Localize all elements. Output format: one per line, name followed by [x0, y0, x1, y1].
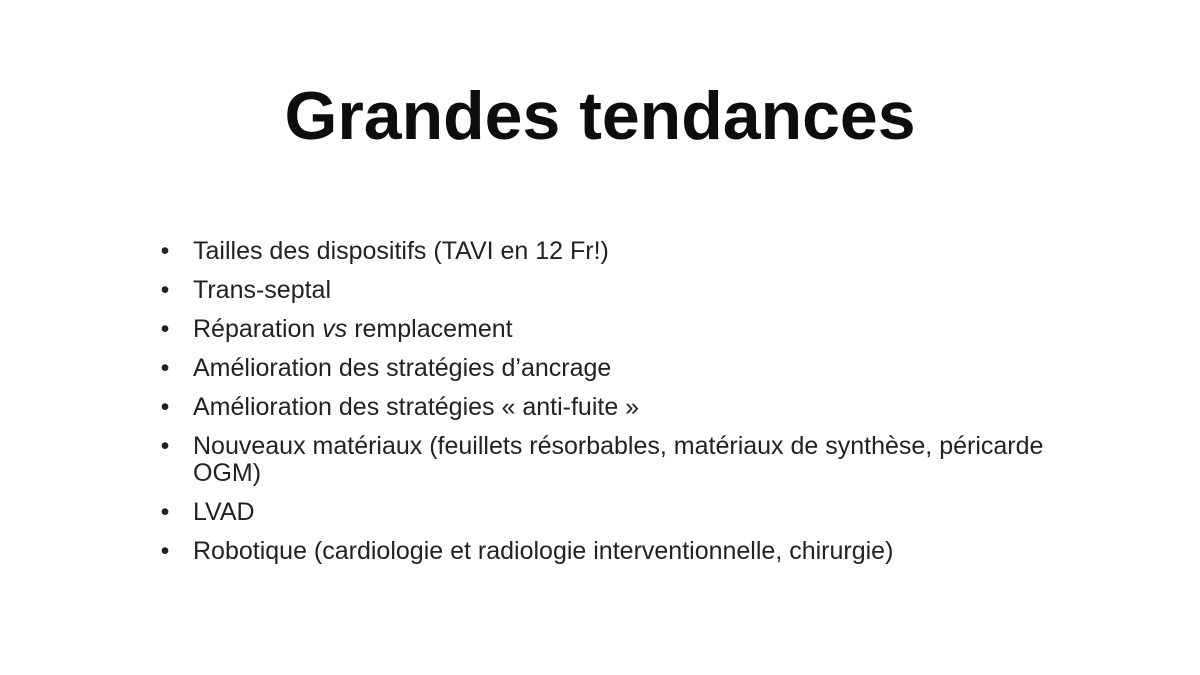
bullet-text: Trans-septal	[193, 276, 332, 304]
bullet-text-after: remplacement	[347, 315, 513, 343]
bullet-icon: •	[160, 537, 170, 565]
bullet-item-trans-septal	[158, 277, 1058, 304]
bullet-item-repair-vs-replacement	[158, 316, 1058, 343]
bullet-text: Amélioration des stratégies « anti-fuite »	[193, 393, 640, 421]
bullet-list	[158, 238, 1058, 577]
bullet-item-lvad	[158, 499, 1058, 526]
bullet-item-anchoring	[158, 355, 1058, 382]
bullet-icon: •	[160, 498, 170, 526]
bullet-icon: •	[160, 393, 170, 421]
bullet-item-anti-leak	[158, 394, 1058, 421]
bullet-text: Tailles des dispositifs (TAVI en 12 Fr!)	[193, 237, 609, 265]
bullet-text-before: Réparation	[193, 315, 323, 343]
bullet-icon: •	[160, 432, 170, 460]
bullet-icon: •	[160, 237, 170, 265]
bullet-text: Amélioration des stratégies d’ancrage	[193, 354, 612, 382]
bullet-text: Robotique (cardiologie et radiologie interventionnelle, chirurgie)	[193, 537, 894, 565]
bullet-icon: •	[160, 315, 170, 343]
bullet-icon: •	[160, 276, 170, 304]
bullet-item-device-size	[158, 238, 1058, 265]
bullet-text: LVAD	[193, 498, 255, 526]
bullet-item-robotics	[158, 538, 1058, 565]
slide-title: Grandes tendances	[284, 78, 916, 154]
bullet-icon: •	[160, 354, 170, 382]
bullet-item-new-materials	[158, 433, 1058, 487]
bullet-text-italic: vs	[322, 315, 348, 343]
bullet-text: Nouveaux matériaux (feuillets résorbables, matériaux de synthèse, péricarde OGM)	[193, 432, 1044, 487]
